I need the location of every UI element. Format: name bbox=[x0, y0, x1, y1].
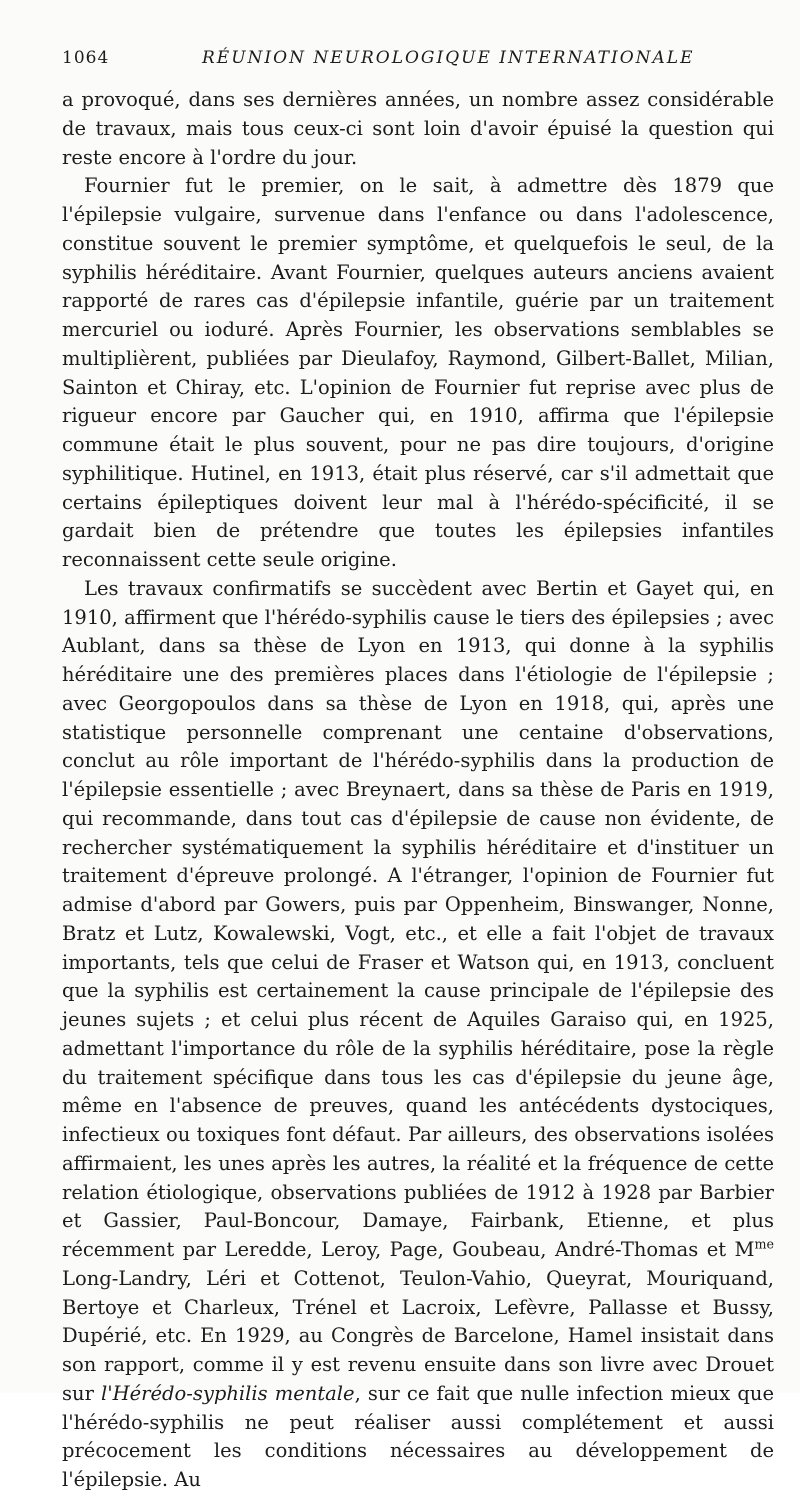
body-text bbox=[62, 86, 774, 1495]
page-number: 1064 bbox=[62, 48, 110, 68]
running-head: RÉUNION NEUROLOGIQUE INTERNATIONALE bbox=[202, 48, 695, 68]
book-title-italic: l'Hérédo-syphilis mentale bbox=[101, 1381, 355, 1405]
paragraph-3-text-a: Les travaux confirmatifs se succèdent avec Bertin et Gayet qui, en 1910, affirment que l'hérédo-syphilis cause le tiers des épilepsies ; avec Aublant, dans sa thèse de Lyon en 1913, qui donne à la syphilis héréditaire une des premières places dans l'étiologie de l'épilepsie ; avec Georgopoulos dans sa thèse de Lyon en 1918, qui, après une statistique personnelle comprenant une centaine d'observations, conclut au rôle important de l'hérédo-syphilis dans la production de l'épilepsie essentielle ; avec Breynaert, dans sa thèse de Paris en 1919, qui recommande, dans tout cas d'épilepsie de cause non évidente, de rechercher systématiquement la syphilis héréditaire et d'instituer un traitement d'épreuve prolongé. A l'étranger, l'opinion de Fournier fut admise d'abord par Gowers, puis par Oppenheim, Binswanger, Nonne, Bratz et Lutz, Kowalewski, Vogt, etc., et elle a fait l'objet de travaux importants, tels que celui de Fraser et Watson qui, en 1913, concluent que la syphilis est certainement la cause principale de l'épilepsie des jeunes sujets ; et celui plus récent de Aquiles Garaiso qui, en 1925, admettant l'importance du rôle de la syphilis héréditaire, pose la règle du traitement spécifique dans tous les cas d'épilepsie du jeune âge, même en l'absence de preuves, quand les antécédents dystociques, infectieux ou toxiques font défaut. Par ailleurs, des observations isolées affirmaient, les unes après les autres, la réalité et la fréquence de cette relation étiologique, observations publiées de 1912 à 1928 par Barbier et Gassier, Paul-Boncour, Damaye, Fairbank, Etienne, et plus récemment par Leredde, Leroy, Page, Goubeau, André-Thomas et M bbox=[62, 576, 774, 1261]
paragraph-1: a provoqué, dans ses dernières années, un nombre assez considérable de travaux, mais tous ceux-ci sont loin d'avoir épuisé la question qui reste encore à l'ordre du jour. bbox=[62, 88, 774, 169]
paragraph-2: Fournier fut le premier, on le sait, à admettre dès 1879 que l'épilepsie vulgaire, survenue dans l'enfance ou dans l'adolescence, constitue souvent le premier symptôme, et quelquefois le seul, de la syphilis héréditaire. Avant Fournier, quelques auteurs anciens avaient rapporté de rares cas d'épilepsie infantile, guérie par un traitement mercuriel ou ioduré. Après Fournier, les observations semblables se multiplièrent, publiées par Dieulafoy, Raymond, Gilbert-Ballet, Milian, Sainton et Chiray, etc. L'opinion de Fournier fut reprise avec plus de rigueur encore par Gaucher qui, en 1910, affirma que l'épilepsie commune était le plus souvent, pour ne pas dire toujours, d'origine syphilitique. Hutinel, en 1913, était plus réservé, car s'il admettait que certains épileptiques doivent leur mal à l'hérédo-spécificité, il se gardait bien de prétendre que toutes les épilepsies infantiles reconnaissent cette seule origine. bbox=[62, 174, 774, 571]
superscript-me: me bbox=[754, 1236, 774, 1252]
page-header bbox=[62, 42, 738, 72]
paragraph-3-text-c: , sur ce fait que nulle infection mieux que l'hérédo-syphilis ne peut réaliser aussi complétement et aussi précocement les conditions nécessaires au développement de l'épilepsie. Au bbox=[62, 1381, 775, 1491]
paragraph-3 bbox=[62, 575, 774, 1495]
paragraph-3-text-b: Long-Landry, Léri et Cottenot, Teulon-Vahio, Queyrat, Mouriquand, Bertoye et Charleux, Trénel et Lacroix, Lefèvre, Pallasse et Bussy, Dupérié, etc. En 1929, au Congrès de Barcelone, Hamel insistait dans son rapport, comme il y est revenu ensuite dans son livre avec Drouet sur bbox=[62, 1266, 774, 1405]
